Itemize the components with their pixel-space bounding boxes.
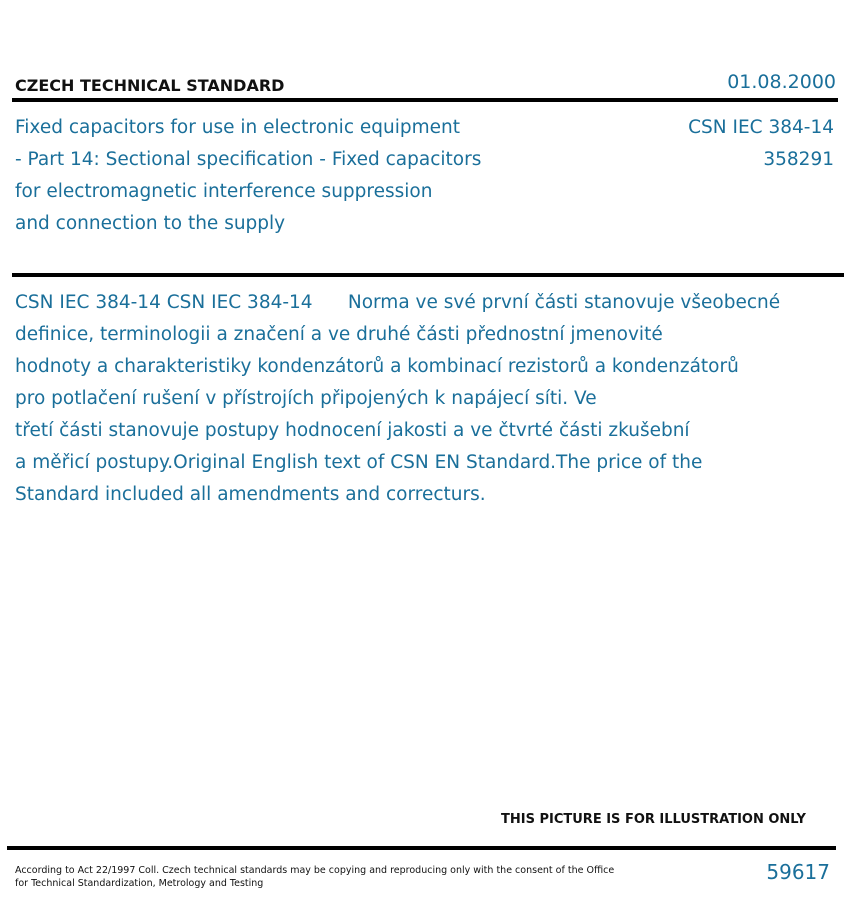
title-rule — [12, 273, 844, 277]
description-line: třetí části stanovuje postupy hodnocení jakosti a ve čtvrté části zkušební — [15, 420, 690, 441]
issue-date: 01.08.2000 — [727, 71, 836, 93]
legal-line: for Technical Standardization, Metrology and Testing — [15, 878, 264, 889]
class-number: 358291 — [763, 149, 834, 170]
document-type-label: CZECH TECHNICAL STANDARD — [15, 76, 285, 95]
title-line: for electromagnetic interference suppression — [15, 181, 433, 202]
illustration-note: THIS PICTURE IS FOR ILLUSTRATION ONLY — [501, 812, 806, 827]
description-line: Standard included all amendments and correcturs. — [15, 484, 486, 505]
catalog-number: 59617 — [766, 860, 830, 884]
description-line: a měřicí postupy.Original English text of CSN EN Standard.The price of the — [15, 452, 703, 473]
legal-notice — [15, 864, 614, 890]
legal-line: According to Act 22/1997 Coll. Czech technical standards may be copying and reproducing only with the consent of the Office — [15, 865, 615, 876]
description-line: hodnoty a charakteristiky kondenzátorů a kombinací rezistorů a kondenzátorů — [15, 356, 739, 377]
title-line: Fixed capacitors for use in electronic equipment — [15, 117, 460, 138]
header-rule — [12, 98, 838, 102]
title-line: and connection to the supply — [15, 213, 286, 234]
footer-rule — [7, 846, 836, 850]
standard-code: CSN IEC 384-14 — [688, 117, 834, 138]
title-line: - Part 14: Sectional specification - Fixed capacitors — [15, 149, 482, 170]
description-line: CSN IEC 384-14 CSN IEC 384-14 Norma ve své první části stanovuje všeobecné — [15, 292, 781, 313]
description-line: pro potlačení rušení v přístrojích připojených k napájecí síti. Ve — [15, 388, 597, 409]
description-line: definice, terminologii a značení a ve druhé části přednostní jmenovité — [15, 324, 663, 345]
